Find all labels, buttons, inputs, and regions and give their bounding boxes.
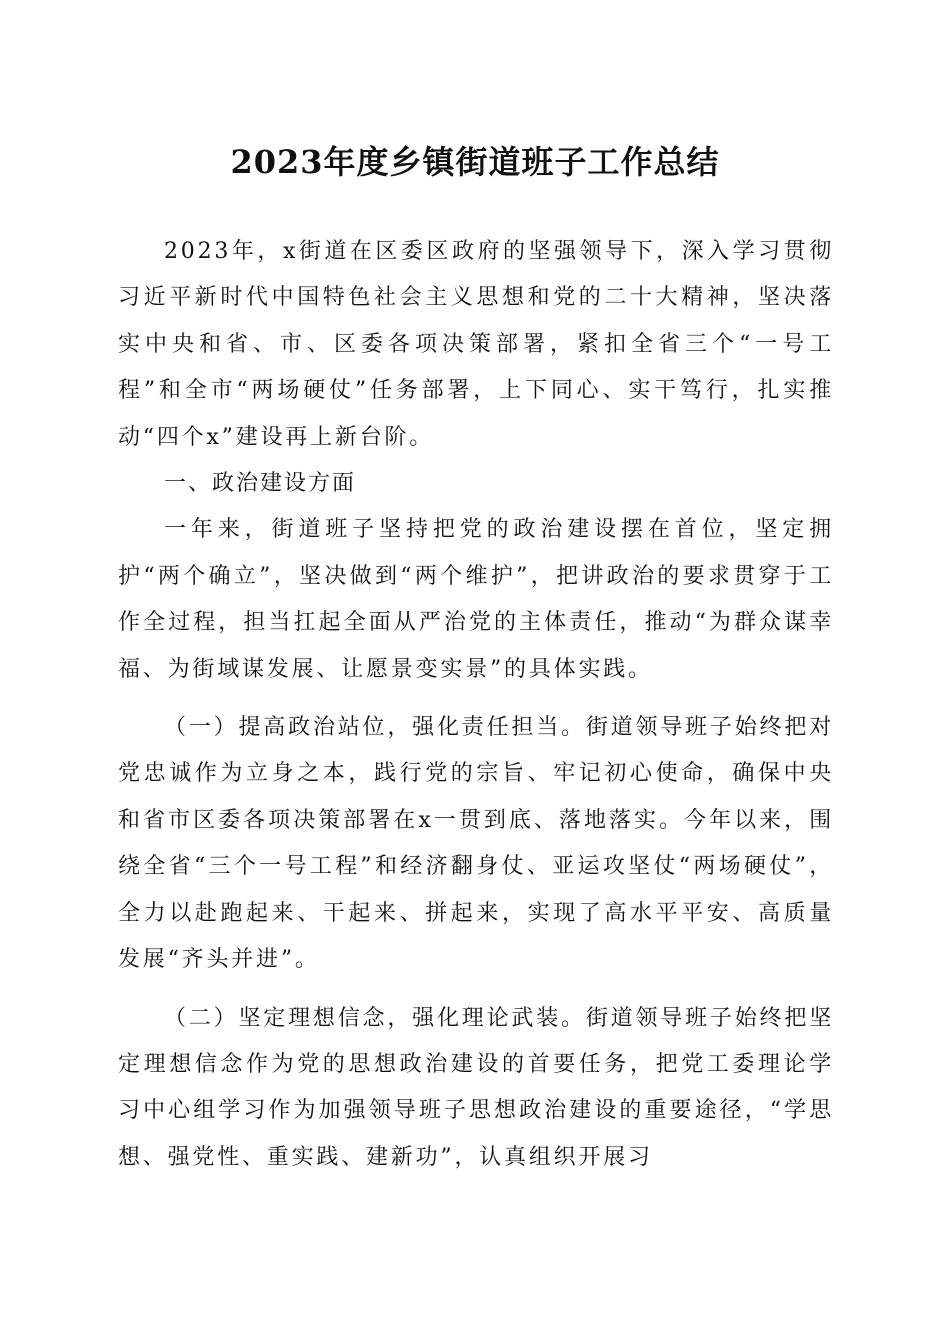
item-paragraph-2	[118, 996, 834, 1182]
item-body-1: 街道领导班子始终把对党忠诚作为立身之本，践行党的宗旨、牢记初心使命，确保中央和省市区委各项决策部署在x一贯到底、落地落实。今年以来，围绕全省“三个一号工程”和经济翻身仗、亚运攻坚仗“两场硬仗”，全力以赴跑起来、干起来、拼起来，实现了高水平平安、高质量发展“齐头并进”。	[118, 715, 834, 973]
document-body	[118, 229, 834, 1181]
item-lead-1: （一）提高政治站位，强化责任担当。	[164, 715, 586, 741]
item-body-2: 街道领导班子始终把坚定理想信念作为党的思想政治建设的首要任务，把党工委理论学习中心组学习作为加强领导班子思想政治建设的重要途径，“学思想、强党性、重实践、建新功”，认真组织开展习	[118, 1005, 834, 1170]
item-lead-2: （二）坚定理想信念，强化理论武装。	[164, 1005, 586, 1031]
section-intro-paragraph: 一年来，街道班子坚持把党的政治建设摆在首位，坚定拥护“两个确立”，坚决做到“两个维护”，把讲政治的要求贯穿于工作全过程，担当扛起全面从严治党的主体责任，推动“为群众谋幸福、为街域谋发展、让愿景变实景”的具体实践。	[118, 517, 834, 682]
item-paragraph-1	[118, 705, 834, 983]
document-title: 2023年度乡镇街道班子工作总结	[230, 143, 720, 181]
intro-paragraph: 2023年，x街道在区委区政府的坚强领导下，深入学习贯彻习近平新时代中国特色社会主义思想和党的二十大精神，坚决落实中央和省、市、区委各项决策部署，紧扣全省三个“一号工程”和全市“两场硬仗”任务部署，上下同心、实干笃行，扎实推动“四个x”建设再上新台阶。	[118, 239, 834, 450]
section-heading-political: 一、政治建设方面	[164, 471, 357, 497]
